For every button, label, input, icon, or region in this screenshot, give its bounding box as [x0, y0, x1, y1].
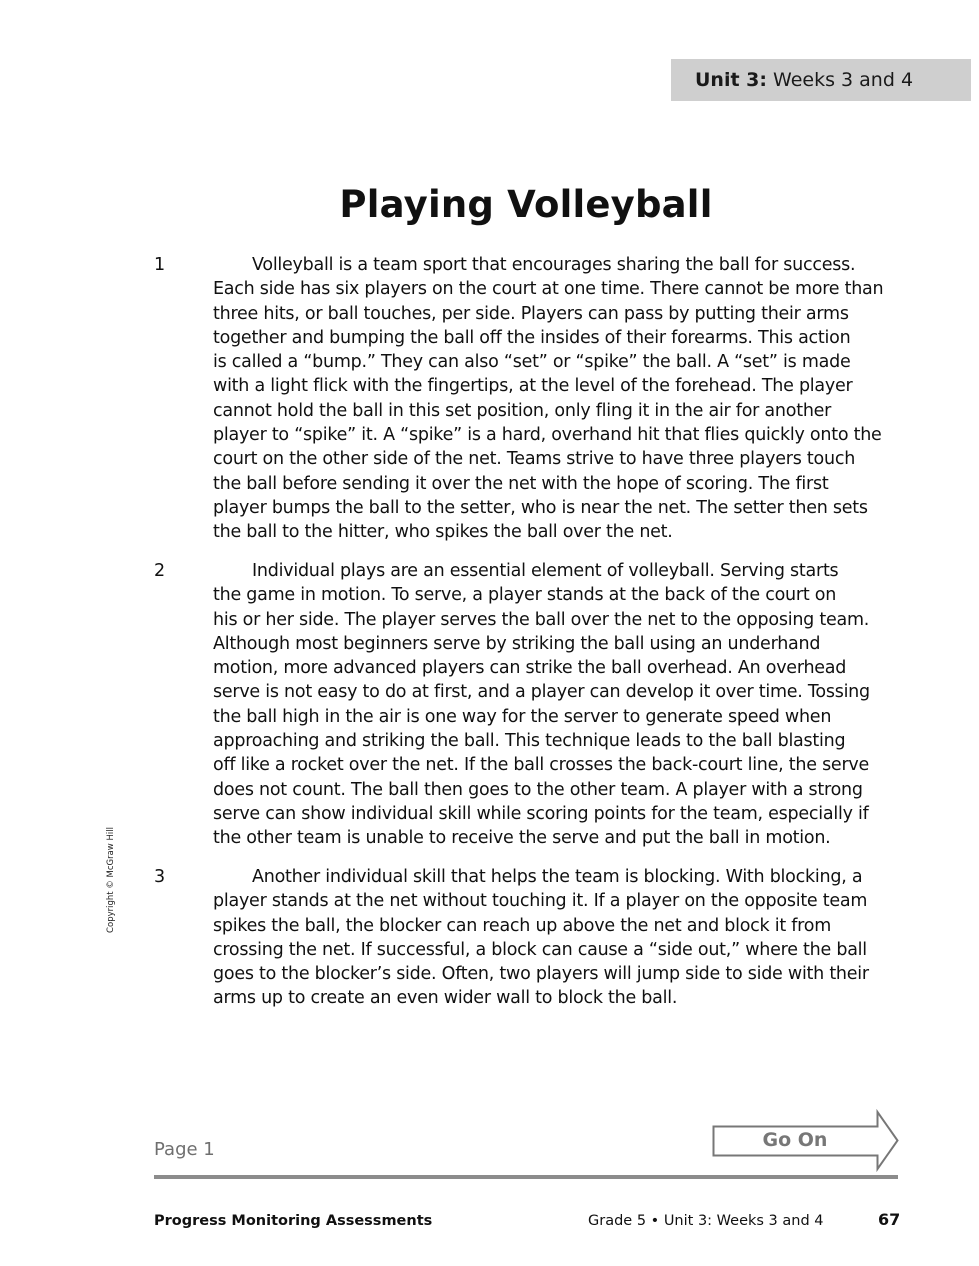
- paragraph-line: is called a “bump.” They can also “set” or “spike” the ball. A “set” is made: [213, 352, 851, 373]
- paragraph-line: together and bumping the ball off the insides of their forearms. This action: [213, 327, 851, 348]
- unit-tab: [671, 59, 971, 101]
- paragraph-line: Another individual skill that helps the team is blocking. With blocking, a: [252, 867, 863, 887]
- paragraph-line: motion, more advanced players can strike the ball overhead. An overhead: [213, 658, 847, 679]
- go-on-label: Go On: [762, 1129, 828, 1151]
- paragraph-line: Individual plays are an essential element of volleyball. Serving starts: [252, 561, 839, 581]
- paragraph-line: serve can show individual skill while scoring points for the team, especially if: [213, 803, 869, 824]
- paragraph-line: the ball to the hitter, who spikes the ball over the net.: [213, 522, 673, 543]
- paragraph-line: cannot hold the ball in this set position, only fling it in the air for another: [213, 400, 832, 421]
- paragraph-line: goes to the blocker’s side. Often, two players will jump side to side with their: [213, 964, 869, 985]
- footer-page-number: 67: [878, 1210, 901, 1229]
- page-label: Page 1: [154, 1139, 215, 1160]
- paragraph-line: his or her side. The player serves the ball over the net to the opposing team.: [213, 609, 870, 630]
- paragraph-line: Each side has six players on the court at one time. There cannot be more than: [213, 279, 884, 300]
- paragraph-line: Volleyball is a team sport that encourages sharing the ball for success.: [252, 255, 856, 275]
- paragraph-line: serve is not easy to do at first, and a player can develop it over time. Tossing: [213, 682, 870, 703]
- paragraph-line: does not count. The ball then goes to the other team. A player with a strong: [213, 779, 863, 800]
- paragraph-line: player to “spike” it. A “spike” is a hard, overhand hit that flies quickly onto the: [213, 425, 882, 446]
- paragraph-line: three hits, or ball touches, per side. Players can pass by putting their arms: [213, 303, 849, 324]
- footer-divider: [154, 1175, 898, 1179]
- paragraph-line: spikes the ball, the blocker can reach up above the net and block it from: [213, 915, 831, 936]
- unit-label: Unit 3:: [695, 69, 767, 91]
- paragraph-3: [213, 865, 913, 1011]
- unit-weeks: Weeks 3 and 4: [773, 69, 914, 91]
- paragraph-line: player bumps the ball to the setter, who is near the net. The setter then sets: [213, 497, 868, 518]
- paragraph-line: Although most beginners serve by striking the ball using an underhand: [213, 633, 821, 654]
- paragraph-line: the ball before sending it over the net with the hope of scoring. The first: [213, 473, 829, 494]
- go-on-button[interactable]: [712, 1109, 900, 1173]
- paragraph-line: off like a rocket over the net. If the ball crosses the back-court line, the serve: [213, 755, 870, 776]
- paragraph-line: court on the other side of the net. Teams strive to have three players touch: [213, 449, 856, 470]
- paragraph-line: the ball high in the air is one way for the server to generate speed when: [213, 706, 832, 727]
- paragraph-line: player stands at the net without touching it. If a player on the opposite team: [213, 891, 868, 912]
- paragraph-2: [213, 559, 913, 851]
- paragraph-number-3: 3: [154, 867, 166, 887]
- paragraph-line: the other team is unable to receive the serve and put the ball in motion.: [213, 828, 831, 849]
- footer-title: Progress Monitoring Assessments: [154, 1213, 433, 1229]
- paragraph-line: with a light flick with the fingertips, at the level of the forehead. The player: [213, 376, 853, 397]
- copyright-notice: Copyright © McGraw Hill: [106, 827, 116, 933]
- footer-grade-unit: Grade 5 • Unit 3: Weeks 3 and 4: [588, 1213, 824, 1229]
- paragraph-line: crossing the net. If successful, a block can cause a “side out,” where the ball: [213, 939, 867, 960]
- paragraph-line: the game in motion. To serve, a player stands at the back of the court on: [213, 585, 837, 606]
- paragraph-number-2: 2: [154, 561, 166, 581]
- paragraph-line: approaching and striking the ball. This technique leads to the ball blasting: [213, 731, 846, 752]
- paragraph-number-1: 1: [154, 255, 166, 275]
- page-title: Playing Volleyball: [339, 183, 713, 226]
- paragraph-1: [213, 253, 913, 545]
- paragraph-line: arms up to create an even wider wall to block the ball.: [213, 988, 678, 1009]
